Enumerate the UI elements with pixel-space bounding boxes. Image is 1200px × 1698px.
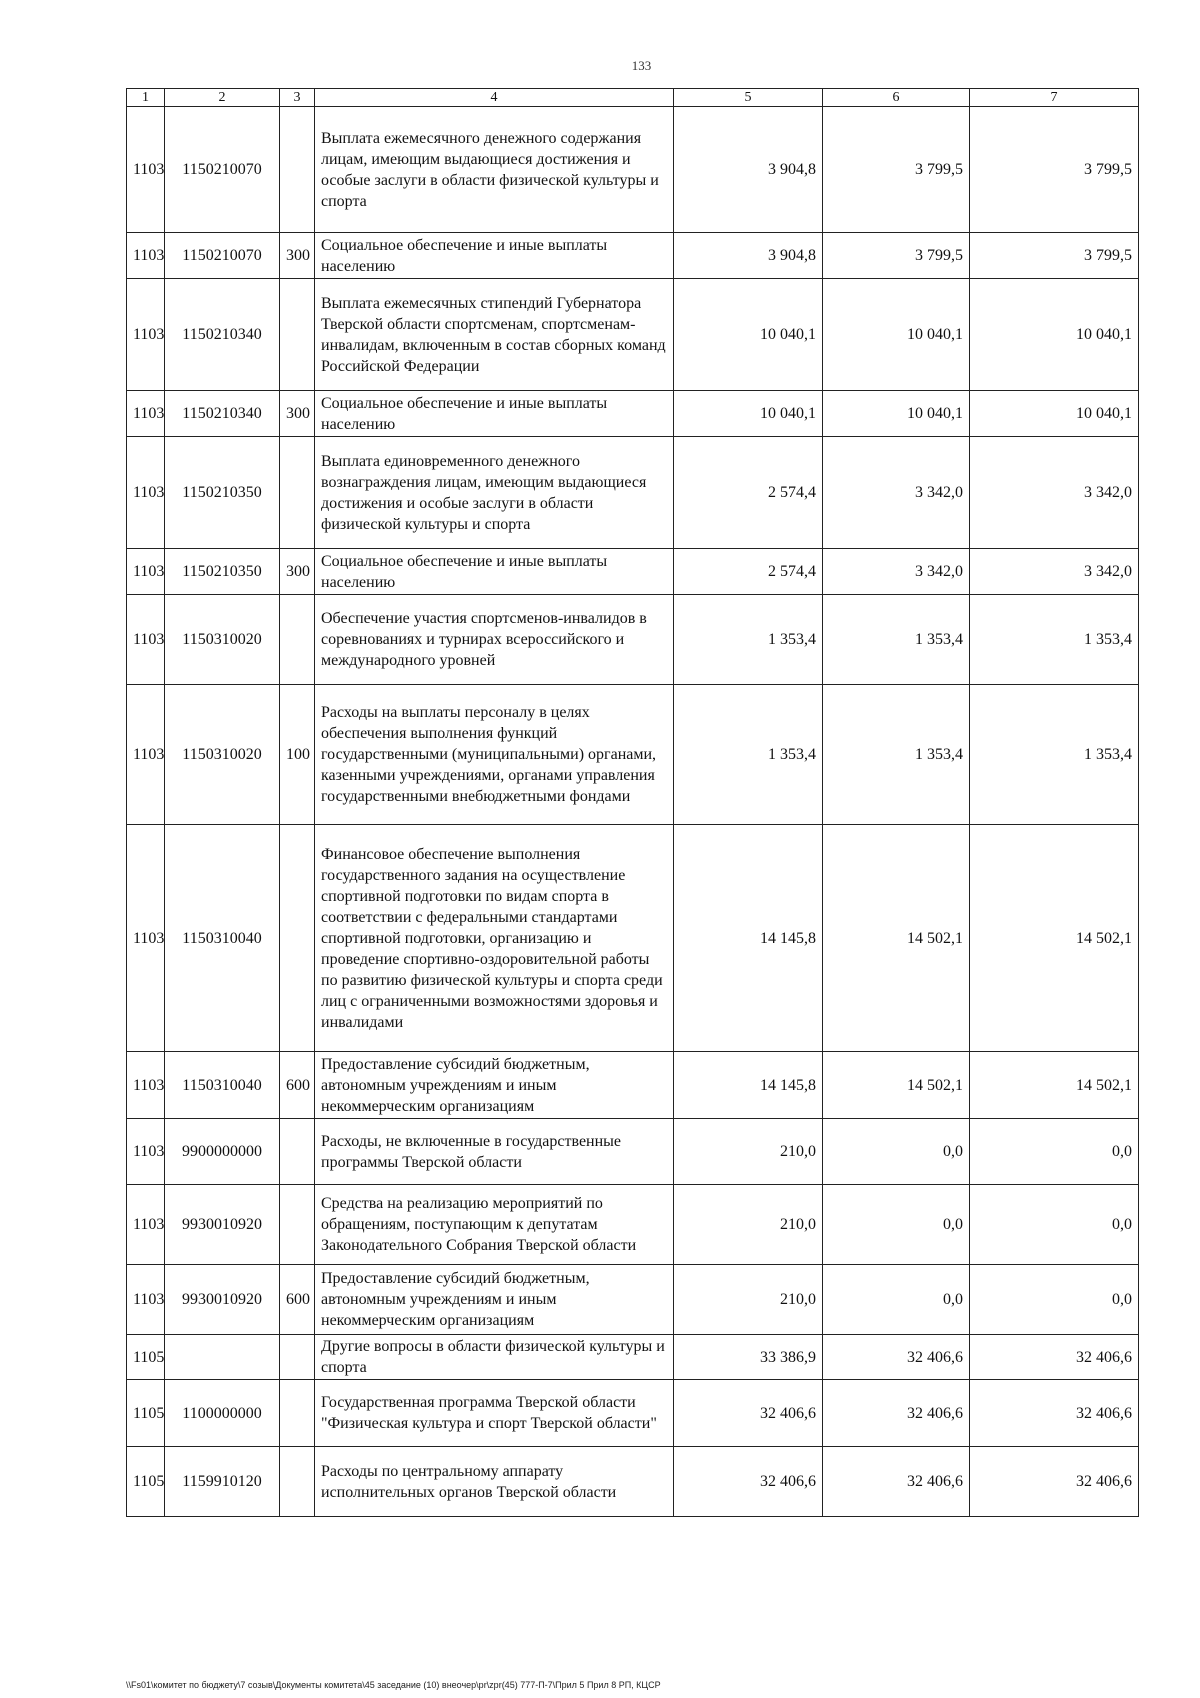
table-row [127, 279, 1139, 391]
value-col6: 10 040,1 [823, 391, 970, 437]
column-header: 2 [165, 89, 280, 107]
value-col7: 1 353,4 [970, 595, 1139, 685]
section-cell: 1103 [127, 1052, 165, 1119]
item-name-cell: Государственная программа Тверской области "Физическая культура и спорт Тверской области" [315, 1380, 674, 1447]
target-code-cell: 1150210070 [165, 107, 280, 233]
value-col7: 0,0 [970, 1185, 1139, 1265]
value-col7: 32 406,6 [970, 1447, 1139, 1517]
section-cell: 1103 [127, 437, 165, 549]
value-col5: 3 904,8 [674, 107, 823, 233]
target-code-cell: 9930010920 [165, 1265, 280, 1335]
target-code-cell: 1150210350 [165, 437, 280, 549]
value-col6: 3 342,0 [823, 549, 970, 595]
footer-file-path: \\Fs01\комитет по бюджету\7 созыв\Документы комитета\45 заседание (10) внеочер\pr\zpr(45) 777-П-7\Прил 5 Прил 8 РП, КЦСР [126, 1680, 661, 1690]
value-col7: 14 502,1 [970, 1052, 1139, 1119]
value-col7: 32 406,6 [970, 1335, 1139, 1380]
value-col6: 3 342,0 [823, 437, 970, 549]
page-number: 133 [631, 58, 652, 73]
value-col7: 32 406,6 [970, 1380, 1139, 1447]
value-col5: 2 574,4 [674, 549, 823, 595]
table-row [127, 391, 1139, 437]
target-code-cell: 9900000000 [165, 1119, 280, 1185]
item-name-cell: Средства на реализацию мероприятий по обращениям, поступающим к депутатам Законодательного Собрания Тверской области [315, 1185, 674, 1265]
target-code-cell [165, 1335, 280, 1380]
value-col6: 32 406,6 [823, 1380, 970, 1447]
table-row [127, 107, 1139, 233]
value-col7: 3 799,5 [970, 233, 1139, 279]
expense-type-cell [280, 1119, 315, 1185]
target-code-cell: 1159910120 [165, 1447, 280, 1517]
item-name-cell: Предоставление субсидий бюджетным, автономным учреждениям и иным некоммерческим организациям [315, 1265, 674, 1335]
item-name-cell: Обеспечение участия спортсменов-инвалидов в соревнованиях и турнирах всероссийского и международного уровней [315, 595, 674, 685]
table-row [127, 1052, 1139, 1119]
value-col5: 1 353,4 [674, 595, 823, 685]
target-code-cell: 1150210350 [165, 549, 280, 595]
section-cell: 1105 [127, 1447, 165, 1517]
value-col6: 1 353,4 [823, 595, 970, 685]
section-cell: 1103 [127, 825, 165, 1052]
value-col5: 14 145,8 [674, 1052, 823, 1119]
budget-table [126, 88, 1139, 1517]
target-code-cell: 1150310020 [165, 685, 280, 825]
expense-type-cell [280, 107, 315, 233]
section-cell: 1103 [127, 685, 165, 825]
section-cell: 1103 [127, 1265, 165, 1335]
table-row [127, 549, 1139, 595]
expense-type-cell: 300 [280, 549, 315, 595]
item-name-cell: Расходы на выплаты персоналу в целях обеспечения выполнения функций государственными (муниципальными) органами, казенными учреждениями, органами управления государственными внебюджетными фондами [315, 685, 674, 825]
item-name-cell: Выплата единовременного денежного вознаграждения лицам, имеющим выдающиеся достижения и особые заслуги в области физической культуры и спорта [315, 437, 674, 549]
item-name-cell: Другие вопросы в области физической культуры и спорта [315, 1335, 674, 1380]
section-cell: 1103 [127, 391, 165, 437]
value-col7: 3 342,0 [970, 437, 1139, 549]
expense-type-cell: 300 [280, 391, 315, 437]
expense-type-cell [280, 1380, 315, 1447]
value-col6: 3 799,5 [823, 107, 970, 233]
expense-type-cell: 300 [280, 233, 315, 279]
expense-type-cell [280, 1185, 315, 1265]
table-row [127, 233, 1139, 279]
value-col6: 14 502,1 [823, 825, 970, 1052]
value-col6: 1 353,4 [823, 685, 970, 825]
target-code-cell: 9930010920 [165, 1185, 280, 1265]
item-name-cell: Выплата ежемесячного денежного содержания лицам, имеющим выдающиеся достижения и особые заслуги в области физической культуры и спорта [315, 107, 674, 233]
expense-type-cell [280, 1335, 315, 1380]
target-code-cell: 1150210340 [165, 279, 280, 391]
section-cell: 1103 [127, 107, 165, 233]
item-name-cell: Расходы по центральному аппарату исполнительных органов Тверской области [315, 1447, 674, 1517]
table-row [127, 1265, 1139, 1335]
item-name-cell: Социальное обеспечение и иные выплаты населению [315, 233, 674, 279]
target-code-cell: 1150210070 [165, 233, 280, 279]
value-col5: 210,0 [674, 1185, 823, 1265]
value-col7: 10 040,1 [970, 391, 1139, 437]
value-col6: 0,0 [823, 1185, 970, 1265]
column-header: 7 [970, 89, 1139, 107]
item-name-cell: Предоставление субсидий бюджетным, автономным учреждениям и иным некоммерческим организациям [315, 1052, 674, 1119]
value-col6: 32 406,6 [823, 1447, 970, 1517]
section-cell: 1103 [127, 1185, 165, 1265]
target-code-cell: 1150210340 [165, 391, 280, 437]
item-name-cell: Расходы, не включенные в государственные программы Тверской области [315, 1119, 674, 1185]
value-col7: 14 502,1 [970, 825, 1139, 1052]
section-cell: 1105 [127, 1380, 165, 1447]
table-row [127, 1447, 1139, 1517]
expense-type-cell: 100 [280, 685, 315, 825]
value-col5: 2 574,4 [674, 437, 823, 549]
target-code-cell: 1150310020 [165, 595, 280, 685]
expense-type-cell [280, 437, 315, 549]
expense-type-cell [280, 1447, 315, 1517]
value-col6: 32 406,6 [823, 1335, 970, 1380]
value-col6: 3 799,5 [823, 233, 970, 279]
value-col7: 3 799,5 [970, 107, 1139, 233]
value-col6: 0,0 [823, 1119, 970, 1185]
section-cell: 1105 [127, 1335, 165, 1380]
column-header: 5 [674, 89, 823, 107]
target-code-cell: 1150310040 [165, 825, 280, 1052]
column-header: 6 [823, 89, 970, 107]
expense-type-cell [280, 279, 315, 391]
value-col5: 10 040,1 [674, 391, 823, 437]
value-col5: 32 406,6 [674, 1447, 823, 1517]
expense-type-cell [280, 595, 315, 685]
header-row [127, 89, 1139, 107]
value-col7: 1 353,4 [970, 685, 1139, 825]
expense-type-cell: 600 [280, 1265, 315, 1335]
table-row [127, 1335, 1139, 1380]
column-header: 3 [280, 89, 315, 107]
item-name-cell: Выплата ежемесячных стипендий Губернатора Тверской области спортсменам, спортсменам-инвалидам, включенным в состав сборных команд Российской Федерации [315, 279, 674, 391]
table-row [127, 685, 1139, 825]
section-cell: 1103 [127, 549, 165, 595]
value-col7: 3 342,0 [970, 549, 1139, 595]
value-col7: 0,0 [970, 1265, 1139, 1335]
value-col6: 14 502,1 [823, 1052, 970, 1119]
column-header: 1 [127, 89, 165, 107]
table-row [127, 437, 1139, 549]
value-col5: 1 353,4 [674, 685, 823, 825]
table-row [127, 1380, 1139, 1447]
section-cell: 1103 [127, 595, 165, 685]
value-col5: 14 145,8 [674, 825, 823, 1052]
table-row [127, 825, 1139, 1052]
value-col5: 10 040,1 [674, 279, 823, 391]
section-cell: 1103 [127, 1119, 165, 1185]
item-name-cell: Финансовое обеспечение выполнения государственного задания на осуществление спортивной подготовки по видам спорта в соответствии с федеральными стандартами спортивной подготовки, организацию и проведение спортивно-оздоровительной работы по развитию физической культуры и спорта среди лиц с ограниченными возможностями здоровья и инвалидами [315, 825, 674, 1052]
target-code-cell: 1150310040 [165, 1052, 280, 1119]
column-header: 4 [315, 89, 674, 107]
value-col5: 3 904,8 [674, 233, 823, 279]
value-col5: 210,0 [674, 1265, 823, 1335]
section-cell: 1103 [127, 279, 165, 391]
value-col5: 33 386,9 [674, 1335, 823, 1380]
expense-type-cell [280, 825, 315, 1052]
section-cell: 1103 [127, 233, 165, 279]
item-name-cell: Социальное обеспечение и иные выплаты населению [315, 549, 674, 595]
item-name-cell: Социальное обеспечение и иные выплаты населению [315, 391, 674, 437]
table-row [127, 595, 1139, 685]
target-code-cell: 1100000000 [165, 1380, 280, 1447]
value-col6: 10 040,1 [823, 279, 970, 391]
value-col5: 32 406,6 [674, 1380, 823, 1447]
value-col7: 10 040,1 [970, 279, 1139, 391]
table-row [127, 1119, 1139, 1185]
table-row [127, 1185, 1139, 1265]
expense-type-cell: 600 [280, 1052, 315, 1119]
value-col7: 0,0 [970, 1119, 1139, 1185]
value-col6: 0,0 [823, 1265, 970, 1335]
value-col5: 210,0 [674, 1119, 823, 1185]
